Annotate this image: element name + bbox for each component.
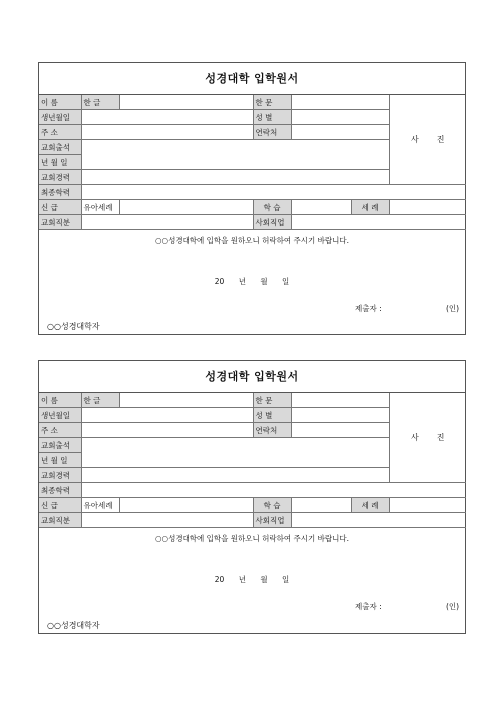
addressee: ○○성경대학자 [47, 322, 100, 331]
application-statement: ○○성경대학에 입학을 원하오니 허락하여 주시기 바랍니다. [154, 236, 350, 245]
field-church-duty[interactable] [81, 513, 253, 528]
label-church-career: 교회경력 [39, 170, 81, 185]
label-baptism: 세 례 [351, 498, 389, 513]
label-baptism: 세 례 [351, 200, 389, 215]
label-job: 사회직업 [253, 215, 291, 230]
form-grid [39, 393, 466, 528]
field-church-start[interactable] [81, 438, 389, 468]
submitter-label: 제출자 : [355, 304, 382, 313]
field-gender[interactable] [291, 110, 389, 125]
field-name-hanja[interactable] [291, 393, 389, 408]
label-contact: 연락처 [253, 125, 291, 140]
date-line [39, 574, 465, 585]
date-year-unit: 년 [238, 277, 246, 286]
label-gender: 성 별 [253, 110, 291, 125]
field-church-start[interactable] [81, 140, 389, 170]
label-job: 사회직업 [253, 513, 291, 528]
label-hanja: 한 문 [253, 393, 291, 408]
field-gender[interactable] [291, 408, 389, 423]
label-address: 주 소 [39, 125, 81, 140]
field-church-duty[interactable] [81, 215, 253, 230]
field-baptism[interactable] [389, 200, 466, 215]
addressee: ○○성경대학자 [47, 621, 100, 630]
label-church-start-2: 년 월 일 [39, 155, 81, 170]
field-name-hangul[interactable] [119, 95, 253, 110]
field-birth[interactable] [81, 110, 253, 125]
label-faith: 신 급 [39, 498, 81, 513]
field-infant-baptism[interactable] [119, 498, 253, 513]
label-education: 최종학력 [39, 185, 81, 200]
label-gender: 성 별 [253, 408, 291, 423]
field-job[interactable] [291, 215, 466, 230]
label-name: 이 름 [39, 393, 81, 408]
label-birth: 생년월일 [39, 110, 81, 125]
label-learning: 학 습 [253, 200, 291, 215]
label-hanja: 한 문 [253, 95, 291, 110]
field-name-hangul[interactable] [119, 393, 253, 408]
label-church-start: 교회출석 [39, 140, 81, 155]
application-form-2 [38, 360, 466, 634]
label-hangul: 한 글 [81, 393, 119, 408]
field-name-hanja[interactable] [291, 95, 389, 110]
form-title: 성경대학 입학원서 [39, 361, 465, 393]
date-month-unit: 월 [260, 575, 268, 584]
field-learning[interactable] [291, 200, 351, 215]
field-baptism[interactable] [389, 498, 466, 513]
label-church-duty: 교회직분 [39, 215, 81, 230]
label-contact: 연락처 [253, 423, 291, 438]
label-birth: 생년월일 [39, 408, 81, 423]
label-church-start-2: 년 월 일 [39, 453, 81, 468]
seal-mark: (인) [446, 602, 460, 611]
form-grid [39, 95, 466, 230]
submitter-line [39, 303, 465, 317]
seal-mark: (인) [446, 304, 460, 313]
application-form-1 [38, 62, 466, 335]
submitter-label: 제출자 : [355, 602, 382, 611]
label-church-career: 교회경력 [39, 468, 81, 483]
field-education[interactable] [81, 185, 466, 200]
date-year: 20 [214, 277, 225, 286]
label-faith: 신 급 [39, 200, 81, 215]
date-line [39, 276, 465, 287]
photo-box: 사 진 [389, 393, 466, 483]
field-address[interactable] [81, 423, 253, 438]
photo-box: 사 진 [389, 95, 466, 185]
field-learning[interactable] [291, 498, 351, 513]
label-church-duty: 교회직분 [39, 513, 81, 528]
field-job[interactable] [291, 513, 466, 528]
field-contact[interactable] [291, 125, 389, 140]
date-day-unit: 일 [281, 575, 290, 584]
field-address[interactable] [81, 125, 253, 140]
label-name: 이 름 [39, 95, 81, 110]
submitter-line [39, 601, 465, 615]
field-infant-baptism[interactable] [119, 200, 253, 215]
date-month-unit: 월 [260, 277, 268, 286]
field-church-career[interactable] [81, 170, 389, 185]
application-statement: ○○성경대학에 입학을 원하오니 허락하여 주시기 바랍니다. [154, 534, 350, 543]
label-church-start: 교회출석 [39, 438, 81, 453]
form-title: 성경대학 입학원서 [39, 63, 465, 95]
field-birth[interactable] [81, 408, 253, 423]
date-year: 20 [214, 575, 225, 584]
label-education: 최종학력 [39, 483, 81, 498]
label-learning: 학 습 [253, 498, 291, 513]
label-infant-baptism: 유아세례 [81, 200, 119, 215]
field-church-career[interactable] [81, 468, 389, 483]
field-contact[interactable] [291, 423, 389, 438]
date-year-unit: 년 [238, 575, 246, 584]
label-hangul: 한 글 [81, 95, 119, 110]
field-education[interactable] [81, 483, 466, 498]
label-address: 주 소 [39, 423, 81, 438]
date-day-unit: 일 [281, 277, 290, 286]
label-infant-baptism: 유아세례 [81, 498, 119, 513]
